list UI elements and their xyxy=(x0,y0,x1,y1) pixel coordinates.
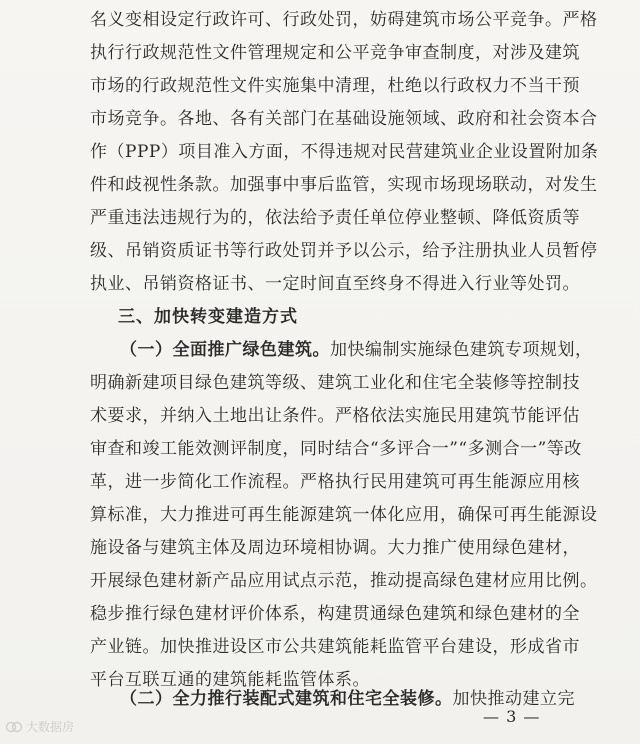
section-heading: 三、加快转变建造方式 xyxy=(118,307,298,327)
subsection-2-first-line xyxy=(120,689,575,709)
subsection-1-title: （一）全面推广绿色建筑。 xyxy=(120,340,330,360)
subsection-1-line-5: 算标准，大力推进可再生能源建筑一体化应用，确保可再生能源设 xyxy=(90,505,598,525)
subsection-1-line-6: 施设备与建筑主体及周边环境相协调。大力推广使用绿色建材， xyxy=(90,538,580,558)
paragraph-line-6: 件和歧视性条款。加强事中事后监管，实现市场现场联动，对发生 xyxy=(90,175,598,195)
paragraph-line-1: 名义变相设定行政许可、行政处罚，妨碍建筑市场公平竞争。严格 xyxy=(90,10,598,30)
paragraph-line-7: 严重违法违规行为的，依法给予责任单位停业整顿、降低资质等 xyxy=(90,208,580,228)
subsection-1-line-7: 开展绿色建材新产品应用试点示范，推动提高绿色建材应用比例。 xyxy=(90,571,598,591)
subsection-1-line-3: 审查和竣工能效测评制度，同时结合“多评合一”“多测合一”等改 xyxy=(90,439,582,459)
paragraph-line-9: 执业、吊销资格证书、一定时间直至终身不得进入行业等处罚。 xyxy=(90,274,580,294)
subsection-1-line-10: 平台互联互通的建筑能耗监管体系。 xyxy=(90,670,370,690)
subsection-1-line-8: 稳步推行绿色建材评价体系，构建贯通绿色建筑和绿色建材的全 xyxy=(90,604,580,624)
paragraph-line-5: 作（PPP）项目准入方面，不得违规对民营建筑业企业设置附加条 xyxy=(90,142,599,162)
subsection-1-line-4: 革，进一步简化工作流程。严格执行民用建筑可再生能源应用核 xyxy=(90,472,580,492)
subsection-1-line-1: 明确新建项目绿色建筑等级、建筑工业化和住宅全装修等控制技 xyxy=(90,373,580,393)
subsection-1-line-9: 产业链。加快推进设区市公共建筑能耗监管平台建设，形成省市 xyxy=(90,637,580,657)
watermark-logo-icon xyxy=(6,720,22,734)
subsection-2-title: （二）全力推行装配式建筑和住宅全装修。 xyxy=(120,689,453,709)
subsection-1-first-line xyxy=(120,340,593,360)
paragraph-line-2: 执行行政规范性文件管理规定和公平竞争审查制度，对涉及建筑 xyxy=(90,43,580,63)
paragraph-line-4: 市场竞争。各地、各有关部门在基础设施领域、政府和社会资本合 xyxy=(90,109,598,129)
subsection-1-line-2: 术要求，并纳入土地出让条件。严格依法实施民用建筑节能评估 xyxy=(90,406,580,426)
paragraph-line-8: 级、吊销资质证书等行政处罚并予以公示，给予注册执业人员暂停 xyxy=(90,241,598,261)
watermark-text: 大数据房 xyxy=(26,720,75,734)
paragraph-line-3: 市场的行政规范性文件实施集中清理，杜绝以行政权力不当干预 xyxy=(90,76,580,96)
page-number: — 3 — xyxy=(483,707,541,726)
subsection-2-first-text: 加快推动建立完 xyxy=(452,689,575,709)
subsection-1-first-text: 加快编制实施绿色建筑专项规划， xyxy=(330,340,593,360)
watermark xyxy=(6,718,74,735)
